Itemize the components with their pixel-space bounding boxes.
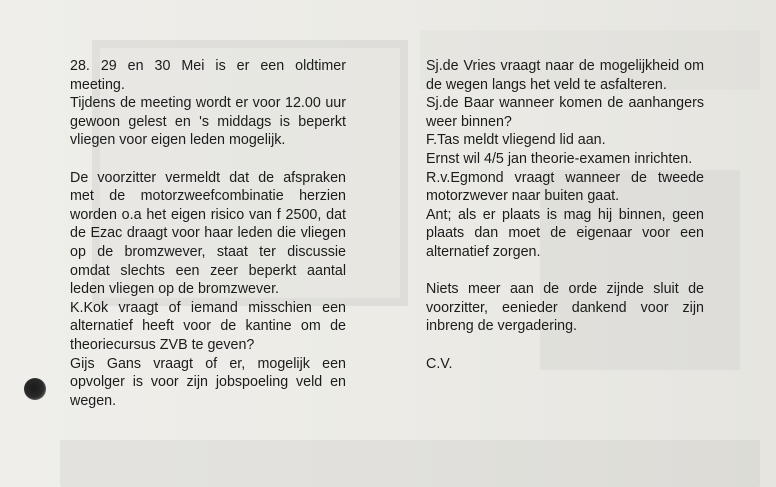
paragraph-gap: [426, 336, 704, 355]
right-column: [426, 57, 704, 373]
show-through-block: [60, 440, 760, 487]
punch-hole: [24, 378, 46, 400]
paragraph: De voorzitter vermeldt dat de afspraken met de motorzweefcombinatie herzien worden o.a het eigen risico van f 2500, dat de Ezac draagt voor haar leden die vliegen op de bromzwever, staat ter discussie omdat slechts een zeer beperkt aantal leden vliegen op de bromzwever.: [70, 169, 346, 298]
paragraph: F.Tas meldt vliegend lid aan.: [426, 132, 606, 149]
paragraph: Tijdens de meeting wordt er voor 12.00 uur gewoon gelest en 's middags is beperkt vliegen voor eigen leden mogelijk.: [70, 95, 346, 149]
paragraph: Niets meer aan de orde zijnde sluit de voorzitter, eenieder dankend voor zijn inbreng de vergadering.: [426, 281, 704, 335]
paragraph: 28. 29 en 30 Mei is er een oldtimer meeting.: [70, 58, 346, 93]
paragraph-gap: [426, 262, 704, 281]
paragraph-gap: [70, 150, 346, 169]
paragraph: Gijs Gans vraagt of er, mogelijk een opvolger is voor zijn jobspoeling veld en wegen.: [70, 355, 346, 409]
paragraph: Ernst wil 4/5 jan theorie-examen inrichten.: [426, 150, 693, 167]
paragraph: Ant; als er plaats is mag hij binnen, geen plaats dan moet de eigenaar voor een alternatief zorgen.: [426, 206, 704, 260]
paragraph: Sj.de Vries vraagt naar de mogelijkheid om de wegen langs het veld te asfalteren.: [426, 58, 704, 93]
signature-initials: C.V.: [426, 355, 453, 372]
paragraph: K.Kok vraagt of iemand misschien een alternatief heeft voor de kantine om de theoriecursus ZVB te geven?: [70, 299, 346, 353]
left-column: [70, 57, 346, 410]
paragraph: R.v.Egmond vraagt wanneer de tweede motorzwever naar buiten gaat.: [426, 169, 704, 205]
paragraph: Sj.de Baar wanneer komen de aanhangers weer binnen?: [426, 95, 704, 130]
